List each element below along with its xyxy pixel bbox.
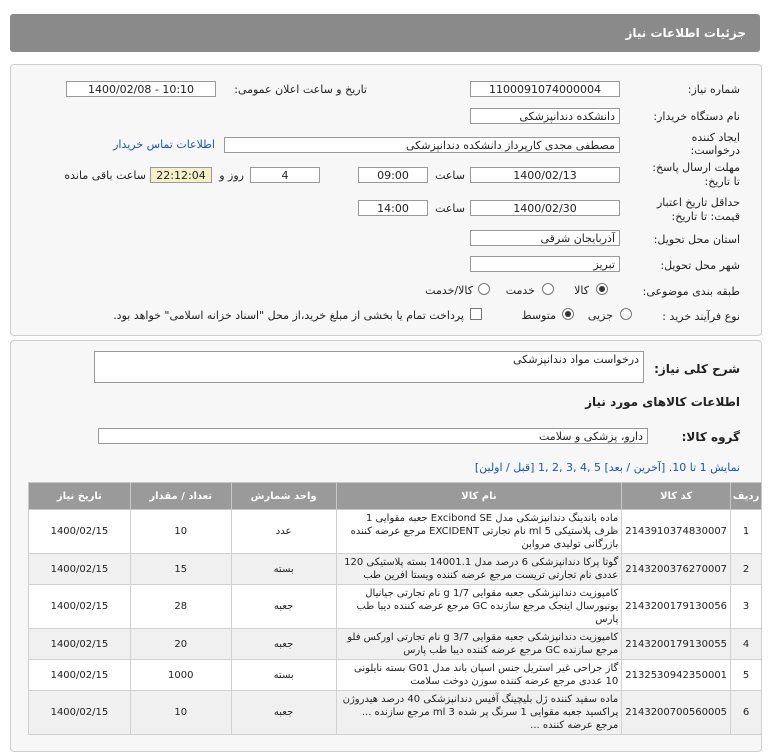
buyer-org-label: نام دستگاه خریدار: xyxy=(653,110,740,123)
province-label: استان محل تحویل: xyxy=(653,233,740,246)
cell-date: 1400/02/15 xyxy=(29,554,131,585)
validity-time-label: ساعت xyxy=(435,202,465,215)
goods-group-label: گروه کالا: xyxy=(681,430,740,444)
need-number-field: 1100091074000004 xyxy=(470,81,620,97)
category-radio-service[interactable] xyxy=(542,283,554,295)
process-option-medium: متوسط xyxy=(521,309,556,322)
validity-label-2: قیمت: تا تاریخ: xyxy=(671,210,740,223)
cell-unit: جعبه xyxy=(231,691,336,735)
cell-code: 2143200700560005 xyxy=(622,691,731,735)
col-header-date: تاریخ نیاز xyxy=(29,483,131,510)
cell-date: 1400/02/15 xyxy=(29,629,131,660)
province-field: آذربایجان شرقی xyxy=(470,230,620,246)
col-header-name: نام کالا xyxy=(336,483,622,510)
goods-info-title: اطلاعات کالاهای مورد نیاز xyxy=(585,395,740,409)
cell-code: 2143200179130056 xyxy=(622,585,731,629)
panel-header xyxy=(10,14,760,52)
cell-code: 2143200376270007 xyxy=(622,554,731,585)
cell-qty: 10 xyxy=(130,510,231,554)
city-label: شهر محل تحویل: xyxy=(660,259,740,272)
reply-time-label: ساعت xyxy=(435,169,465,182)
category-label: طبقه بندی موضوعی: xyxy=(642,285,740,298)
category-radio-goods-service[interactable] xyxy=(478,283,490,295)
pagination[interactable]: نمایش 1 تا 10. [آخرین / بعد] 5 ,4 ,3 ,2 ,1 [قبل / اولین] xyxy=(474,461,740,474)
need-number-label: شماره نیاز: xyxy=(687,83,740,96)
requester-label-1: ایجاد کننده xyxy=(691,131,740,144)
cell-code: 2143910374830007 xyxy=(622,510,731,554)
cell-date: 1400/02/15 xyxy=(29,660,131,691)
table-row xyxy=(29,585,762,629)
cell-name: کامپوزیت دندانپزشکی جعبه مقوایی 1/7 g نام تجارتی جیانیال یونیورسال اینجک مرجع سازنده GC مرجع عرضه کننده دیبا طب پارس xyxy=(336,585,622,629)
cell-unit: بسته xyxy=(231,660,336,691)
cell-date: 1400/02/15 xyxy=(29,585,131,629)
days-label: روز و xyxy=(219,169,244,182)
announce-field: 1400/02/08 - 10:10 xyxy=(66,81,216,97)
cell-name: ماده باندینگ دندانپزشکی مدل Excibond SE جعبه مقوایی 1 ظرف پلاستیکی 5 ml نام تجارتی EXCIDENT مرجع عرضه کننده بازرگانی تولیدی مروابن xyxy=(336,510,622,554)
process-radio-medium[interactable] xyxy=(562,308,574,320)
requester-label-2: درخواست: xyxy=(690,144,740,157)
process-option-minor: جزیی xyxy=(587,309,613,322)
table-header-row xyxy=(29,483,762,510)
cell-code: 2132530942350001 xyxy=(622,660,731,691)
cell-name: گاز جراحی غیر استریل جنس اسپان باند مدل G01 بسته نایلونی 10 عددی مرجع عرضه کننده سوزن دوخت سلامت xyxy=(336,660,622,691)
validity-label-1: حداقل تاریخ اعتبار xyxy=(656,196,740,209)
col-header-qty: تعداد / مقدار xyxy=(130,483,231,510)
announce-label: تاریخ و ساعت اعلان عمومی: xyxy=(234,83,367,96)
treasury-payment-checkbox[interactable] xyxy=(470,308,482,320)
reply-time-field: 09:00 xyxy=(358,167,428,183)
table-row xyxy=(29,510,762,554)
col-header-unit: واحد شمارش xyxy=(231,483,336,510)
cell-qty: 28 xyxy=(130,585,231,629)
category-radio-goods[interactable] xyxy=(596,283,608,295)
category-option-goods: کالا xyxy=(574,284,589,297)
cell-qty: 1000 xyxy=(130,660,231,691)
reply-deadline-label-2: تا تاریخ: xyxy=(704,175,740,188)
treasury-payment-note: پرداخت تمام یا بخشی از مبلغ خرید،از محل "اسناد خزانه اسلامی" خواهد بود. xyxy=(113,309,464,322)
cell-row: 6 xyxy=(731,691,762,735)
city-field: تبریز xyxy=(470,256,620,272)
process-label: نوع فرآیند خرید : xyxy=(662,310,740,323)
cell-qty: 10 xyxy=(130,691,231,735)
days-field: 4 xyxy=(250,167,320,183)
table-row xyxy=(29,554,762,585)
buyer-org-field: دانشکده دندانپزشکی xyxy=(470,108,620,124)
cell-unit: جعبه xyxy=(231,585,336,629)
remaining-time-field: 22:12:04 xyxy=(150,167,212,183)
goods-group-field: دارو، پزشکی و سلامت xyxy=(98,428,648,444)
process-radio-minor[interactable] xyxy=(620,308,632,320)
buyer-contact-link[interactable]: اطلاعات تماس خریدار xyxy=(113,138,215,151)
cell-name: گوتا پرکا دندانپزشکی 6 درصد مدل 14001.1 بسته پلاستیکی 120 عددی نام تجارتی تریست مرجع عرضه کننده ویستا افرین طب xyxy=(336,554,622,585)
cell-unit: عدد xyxy=(231,510,336,554)
reply-deadline-label-1: مهلت ارسال پاسخ: xyxy=(652,161,740,174)
validity-time-field: 14:00 xyxy=(358,200,428,216)
cell-qty: 15 xyxy=(130,554,231,585)
cell-name: کامپوزیت دندانپزشکی جعبه مقوایی 3/7 g نام تجارتی اورکس فلو مرجع سازنده GC مرجع عرضه کننده دیبا طب پارس xyxy=(336,629,622,660)
cell-unit: جعبه xyxy=(231,629,336,660)
panel-title: جزئیات اطلاعات نیاز xyxy=(625,26,746,40)
goods-table xyxy=(28,482,762,735)
cell-row: 2 xyxy=(731,554,762,585)
cell-qty: 20 xyxy=(130,629,231,660)
validity-date-field: 1400/02/30 xyxy=(470,200,620,216)
table-row xyxy=(29,691,762,735)
table-row xyxy=(29,629,762,660)
remaining-label: ساعت باقی مانده xyxy=(64,169,146,182)
col-header-row: ردیف xyxy=(731,483,762,510)
cell-row: 4 xyxy=(731,629,762,660)
table-row xyxy=(29,660,762,691)
need-description-label: شرح کلی نیاز: xyxy=(654,362,740,376)
cell-date: 1400/02/15 xyxy=(29,510,131,554)
reply-date-field: 1400/02/13 xyxy=(470,167,620,183)
col-header-code: کد کالا xyxy=(622,483,731,510)
cell-code: 2143200179130055 xyxy=(622,629,731,660)
cell-date: 1400/02/15 xyxy=(29,691,131,735)
cell-name: ماده سفید کننده ژل بلیچینگ آفیس دندانپزشکی 40 درصد هیدروژن پراکسید جعبه مقوایی 1 سرنگ پر شده 3 ml مرجع سازنده ... مرجع عرضه کننده ... xyxy=(336,691,622,735)
cell-unit: بسته xyxy=(231,554,336,585)
cell-row: 1 xyxy=(731,510,762,554)
category-option-service: خدمت xyxy=(505,284,535,297)
cell-row: 5 xyxy=(731,660,762,691)
requester-field: مصطفی مجدی کارپرداز دانشکده دندانپزشکی xyxy=(224,137,620,153)
need-description-field: درخواست مواد دندانپزشکی xyxy=(94,351,644,383)
category-option-goods-service: کالا/خدمت xyxy=(425,284,473,297)
cell-row: 3 xyxy=(731,585,762,629)
